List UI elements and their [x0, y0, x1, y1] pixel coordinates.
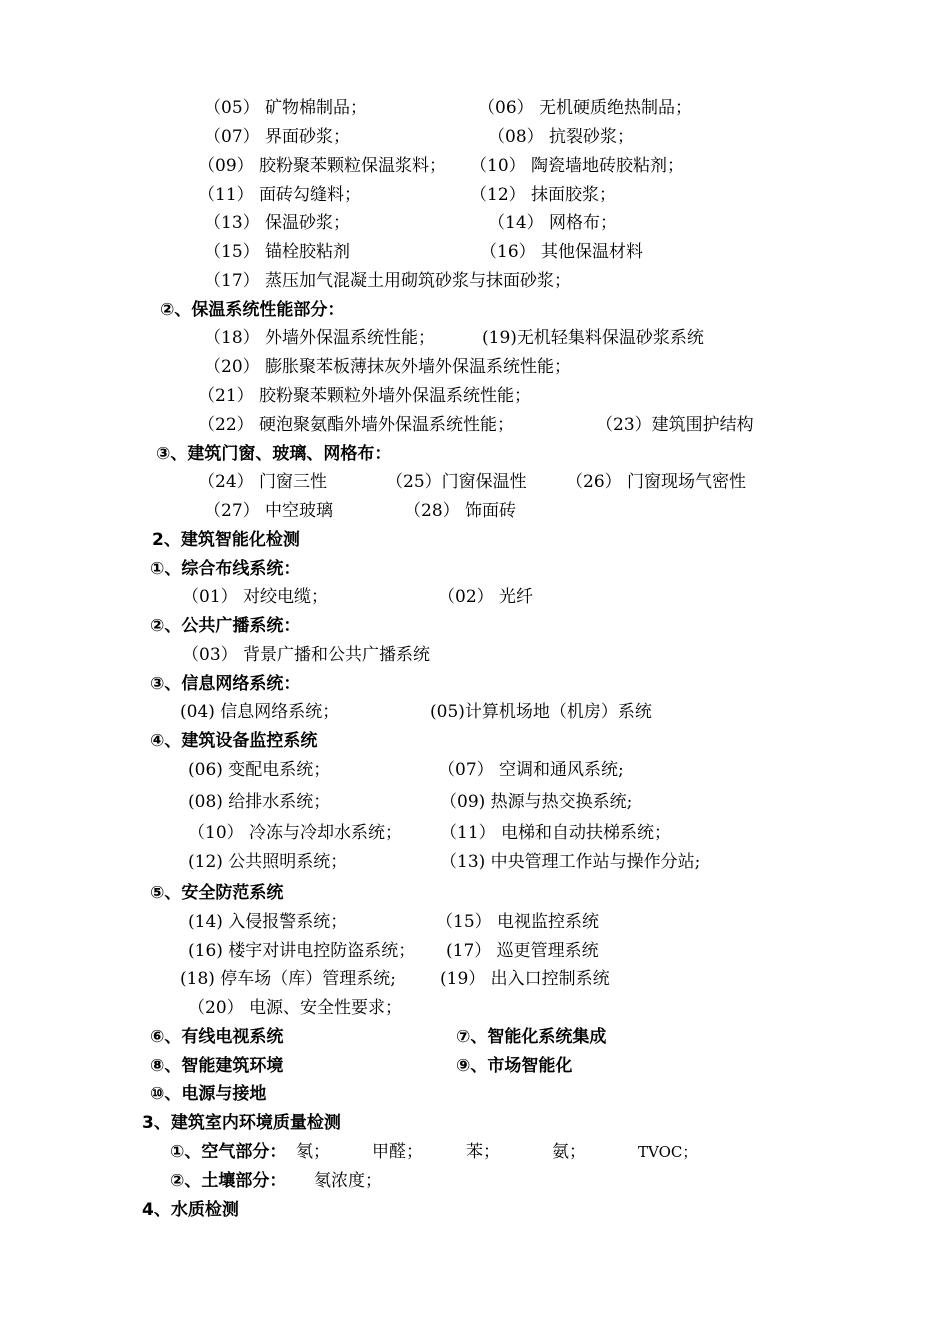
item-13: （13） 保温砂浆；	[204, 213, 351, 233]
item-17b: (17） 巡更管理系统	[446, 941, 599, 961]
item-04: (04) 信息网络系统；	[180, 702, 340, 722]
heading-soil: ②、土壤部分：	[170, 1171, 287, 1191]
air-ammonia: 氨；	[552, 1142, 586, 1162]
item-27: （27） 中空玻璃	[204, 501, 334, 521]
item-09: （09） 胶粉聚苯颗粒保温浆料；	[198, 156, 447, 176]
heading-smart-environment: ⑧、智能建筑环境	[150, 1056, 284, 1076]
item-11: （11） 面砖勾缝料；	[198, 185, 362, 205]
heading-equipment-monitoring: ④、建筑设备监控系统	[150, 731, 318, 751]
heading-market-intelligence: ⑨、市场智能化	[456, 1056, 573, 1076]
item-19: (19)无机轻集料保温砂浆系统	[482, 328, 704, 348]
item-18b: (18) 停车场（库）管理系统;	[180, 969, 397, 989]
heading-indoor-env: 3、建筑室内环境质量检测	[142, 1113, 341, 1133]
item-28: （28） 饰面砖	[404, 501, 517, 521]
soil-radon: 氡浓度；	[314, 1171, 382, 1191]
item-14b: (14) 入侵报警系统；	[188, 912, 348, 932]
item-15: （15） 锚栓胶粘剂	[204, 242, 351, 262]
item-20: （20） 膨胀聚苯板薄抹灰外墙外保温系统性能；	[204, 357, 572, 377]
heading-insulation-system: ②、保温系统性能部分：	[160, 300, 345, 320]
item-23: （23）建筑围护结构	[596, 415, 754, 435]
item-19b: (19） 出入口控制系统	[440, 969, 610, 989]
item-02: （02） 光纤	[438, 587, 534, 607]
item-18: （18） 外墙外保温系统性能；	[204, 328, 436, 348]
heading-public-broadcast: ②、公共广播系统：	[150, 616, 301, 636]
item-09b: （09) 热源与热交换系统;	[440, 792, 633, 812]
item-06b: (06) 变配电系统；	[188, 760, 331, 780]
air-benzene: 苯；	[466, 1142, 500, 1162]
item-22: （22） 硬泡聚氨酯外墙外保温系统性能；	[198, 415, 515, 435]
item-03: （03） 背景广播和公共广播系统	[182, 645, 431, 665]
item-12: （12） 抹面胶浆；	[470, 185, 617, 205]
heading-power-grounding: ⑩、电源与接地	[150, 1084, 267, 1104]
heading-security: ⑤、安全防范系统	[150, 883, 284, 903]
item-14: （14） 网格布；	[488, 213, 618, 233]
heading-cabling: ①、综合布线系统：	[150, 559, 301, 579]
item-10: （10） 陶瓷墙地砖胶粘剂；	[470, 156, 685, 176]
item-13b: （13) 中央管理工作站与操作分站;	[440, 852, 701, 872]
item-07b: （07） 空调和通风系统;	[438, 760, 624, 780]
item-05b: (05)计算机场地（机房）系统	[430, 702, 652, 722]
air-radon: 氡；	[296, 1142, 330, 1162]
heading-building-intelligence: 2、建筑智能化检测	[152, 530, 300, 550]
item-26: （26） 门窗现场气密性	[566, 472, 747, 492]
heading-doors-windows: ③、建筑门窗、玻璃、网格布：	[156, 444, 392, 464]
item-15b: （15） 电视监控系统	[436, 912, 600, 932]
item-05: （05） 矿物棉制品；	[204, 98, 368, 118]
heading-water: 4、水质检测	[142, 1200, 239, 1220]
item-06: （06） 无机硬质绝热制品；	[478, 98, 693, 118]
item-11b: （11） 电梯和自动扶梯系统；	[440, 823, 672, 843]
item-01: （01） 对绞电缆；	[182, 587, 329, 607]
heading-system-integration: ⑦、智能化系统集成	[456, 1027, 607, 1047]
item-24: （24） 门窗三性	[198, 472, 328, 492]
heading-air: ①、空气部分：	[170, 1142, 287, 1162]
item-08: （08） 抗裂砂浆；	[488, 127, 635, 147]
item-08b: (08) 给排水系统；	[188, 792, 331, 812]
item-17: （17） 蒸压加气混凝土用砌筑砂浆与抹面砂浆；	[204, 271, 572, 291]
air-tvoc: TVOC；	[638, 1143, 698, 1161]
item-21: （21） 胶粉聚苯颗粒外墙外保温系统性能；	[198, 386, 532, 406]
heading-info-network: ③、信息网络系统：	[150, 674, 301, 694]
item-10b: （10） 冷冻与冷却水系统；	[188, 823, 403, 843]
item-07: （07） 界面砂浆；	[204, 127, 351, 147]
heading-cable-tv: ⑥、有线电视系统	[150, 1027, 284, 1047]
item-16b: (16) 楼宇对讲电控防盗系统；	[188, 941, 416, 961]
item-12b: (12) 公共照明系统；	[188, 852, 348, 872]
air-formaldehyde: 甲醛；	[372, 1142, 423, 1162]
item-20b: （20） 电源、安全性要求；	[188, 998, 403, 1018]
item-16: （16） 其他保温材料	[480, 242, 644, 262]
item-25: （25）门窗保温性	[386, 472, 527, 492]
